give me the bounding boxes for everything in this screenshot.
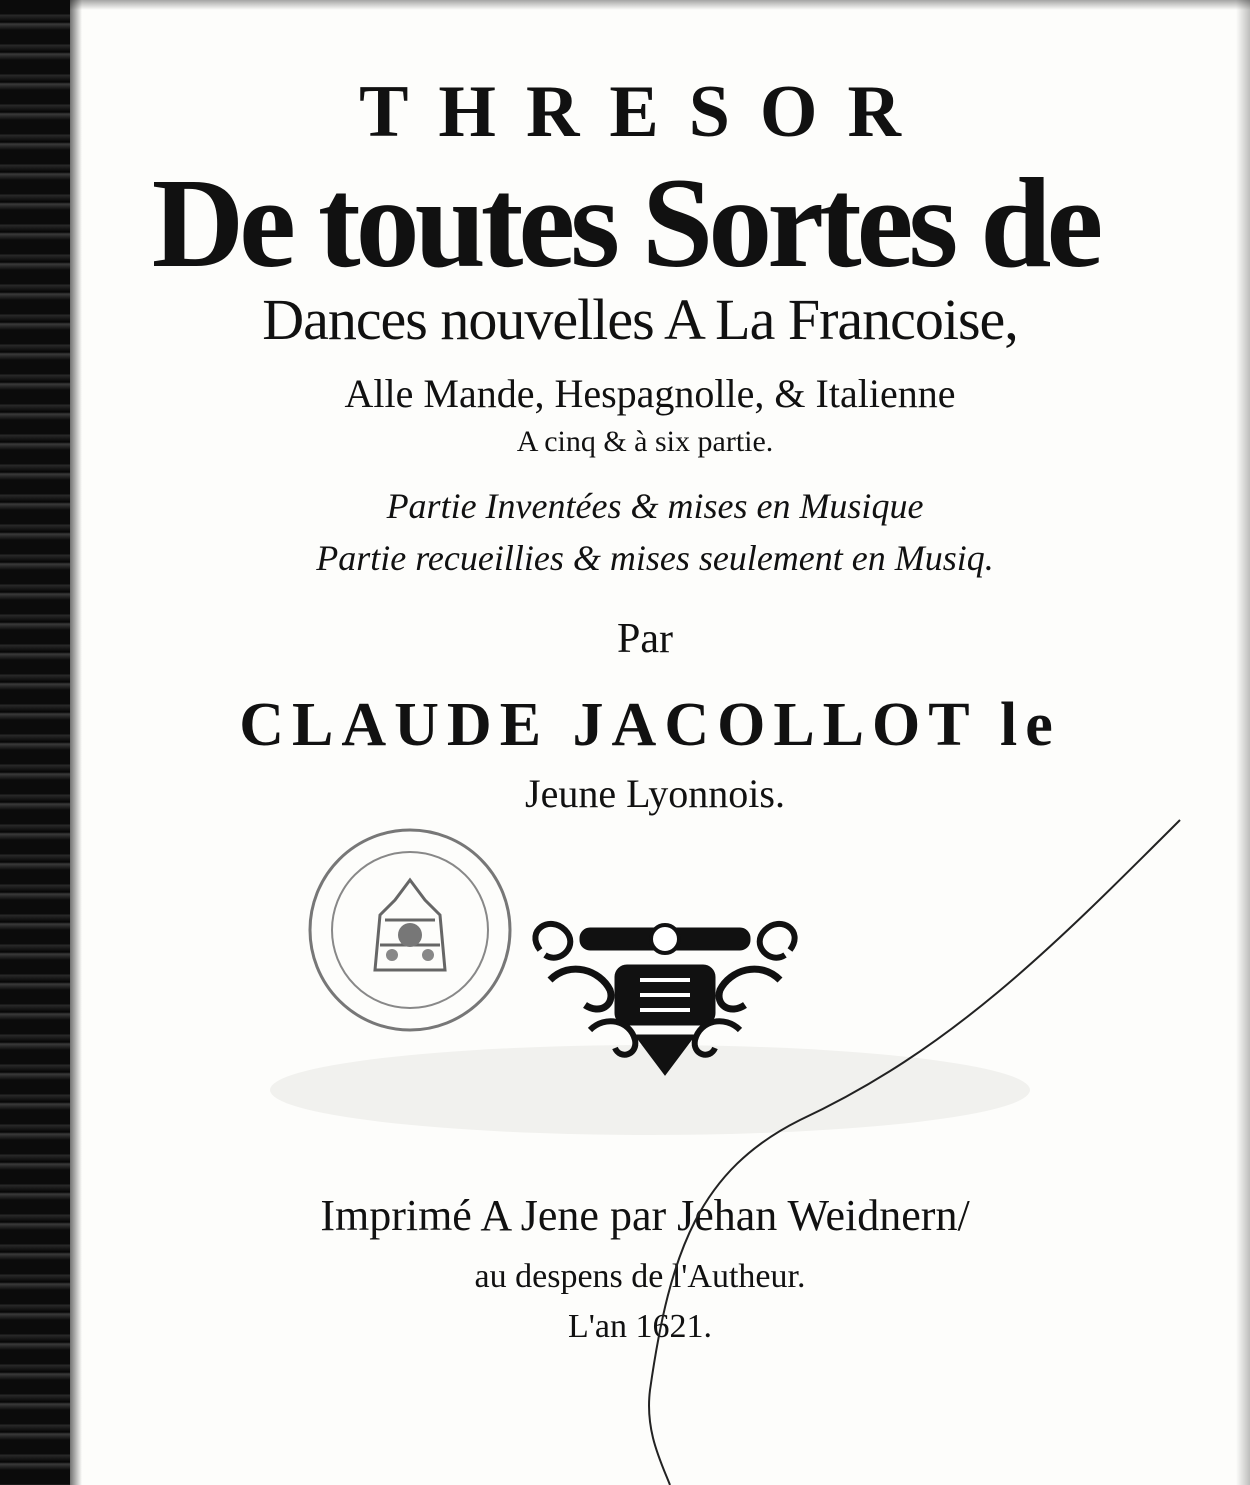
subtitle-dances: Dances nouvelles A La Francoise, [262, 287, 1018, 352]
title-thresor: THRESOR [359, 71, 931, 153]
author-origin: Jeune Lyonnois. [525, 771, 785, 816]
title-de-toutes-sortes: De toutes Sortes de [151, 152, 1099, 294]
page-top-edge-shadow [70, 0, 1250, 10]
author-name: CLAUDE JACOLLOT le [239, 691, 1061, 759]
imprint-year: L'an 1621. [568, 1308, 712, 1345]
description-line-2: Partie recueillies & mises seulement en Musiq. [316, 538, 994, 578]
imprint-printer: Imprimé A Jene par Jehan Weidnern/ [320, 1191, 970, 1240]
library-stamp [300, 820, 520, 1040]
printers-ornament [520, 910, 810, 1080]
subtitle-parts: A cinq & à six partie. [516, 425, 774, 458]
subtitle-dance-types: Alle Mande, Hespagnolle, & Italienne [344, 371, 956, 416]
by-label: Par [617, 616, 673, 662]
description-line-1: Partie Inventées & mises en Musique [386, 486, 924, 526]
imprint-expense: au despens de l'Autheur. [474, 1258, 806, 1295]
